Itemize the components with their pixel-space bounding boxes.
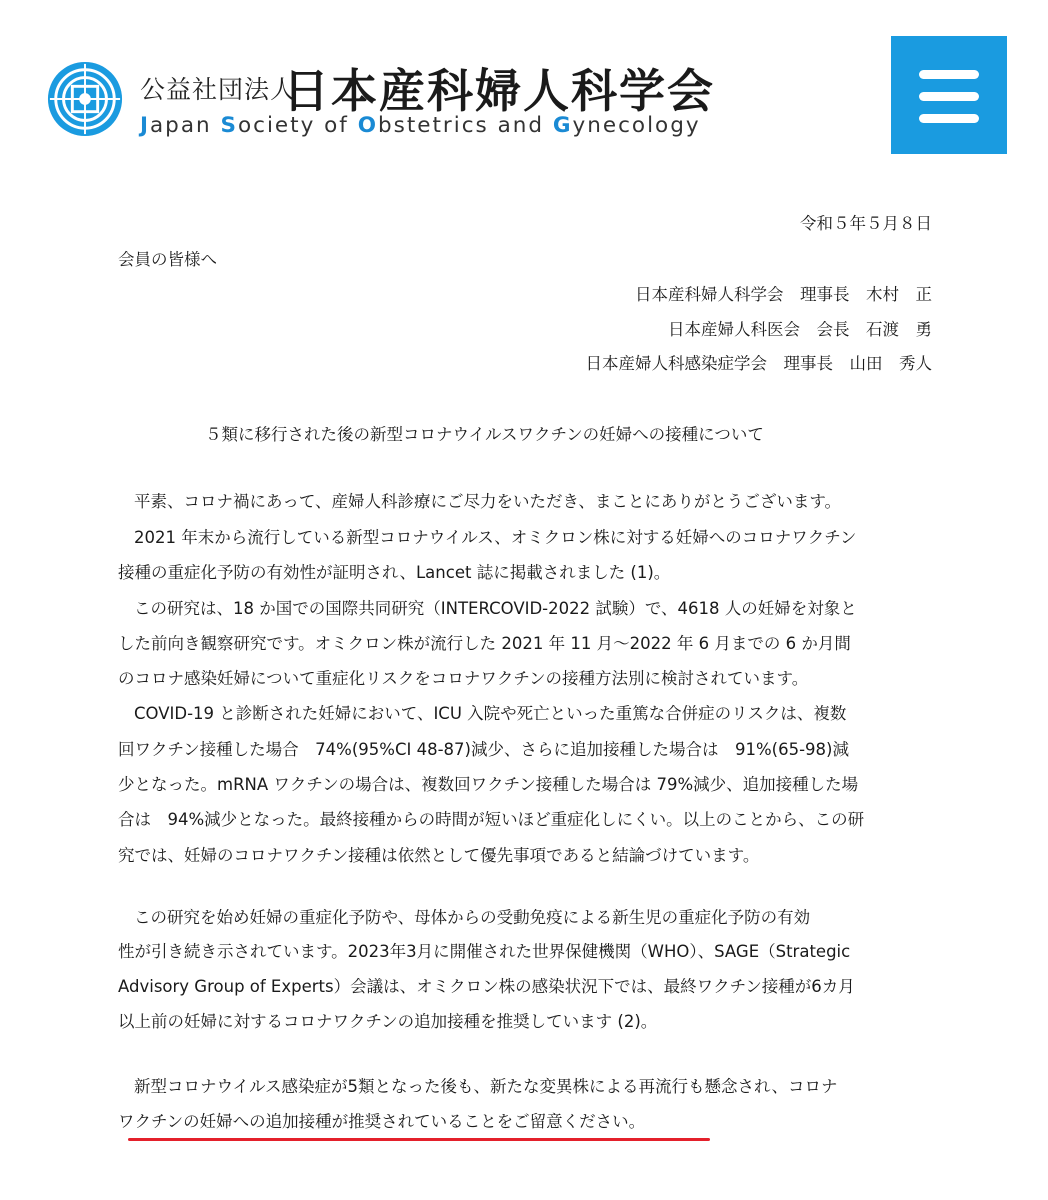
body-line: 性が引き続き示されています。2023年3月に開催された世界保健機関（WHO）、SAGE（Strategic [118,942,851,961]
body-line: 回ワクチン接種した場合 74%(95%CI 48-87)減少、さらに追加接種した場合は 91%(65-98)減 [118,740,849,759]
body-line: 2021 年末から流行している新型コロナウイルス、オミクロン株に対する妊婦へのコロナワクチン [134,528,857,547]
org-en-text: bstetrics and [377,113,553,138]
body-line: 平素、コロナ禍にあって、産婦人科診療にご尽力をいただき、まことにありがとうございます。 [134,492,842,511]
letter-date: 令和５年５月８日 [800,214,932,233]
org-name: 日本産科婦人科学会 [283,64,715,118]
body-line: 究では、妊婦のコロナワクチン接種は依然として優先事項であると結論づけています。 [118,846,760,865]
red-highlight-underline [128,1138,710,1141]
body-line: 新型コロナウイルス感染症が5類となった後も、新たな変異株による再流行も懸念され、コロナ [134,1077,838,1096]
site-header [0,0,1048,170]
body-line: 合は 94%減少となった。最終接種からの時間が短いほど重症化しにくい。以上のことから、この研 [118,810,865,829]
society-logo-icon [46,60,124,138]
org-en-text: ociety of [237,113,358,138]
sender-line: 日本産婦人科医会 会長 石渡 勇 [668,320,932,339]
body-line: COVID-19 と診断された妊婦において、ICU 入院や死亡といった重篤な合併症のリスクは、複数 [134,704,847,723]
letter-title: ５類に移行された後の新型コロナウイルスワクチンの妊婦への接種について [205,425,764,444]
org-en-text: ynecology [572,113,701,138]
org-english-name [140,113,701,138]
sender-line: 日本産婦人科感染症学会 理事長 山田 秀人 [585,354,932,373]
body-line: Advisory Group of Experts）会議は、オミクロン株の感染状況下では、最終ワクチン接種が6カ月 [118,977,855,996]
body-line: この研究は、18 か国での国際共同研究（INTERCOVID-2022 試験）で、4618 人の妊婦を対象と [134,599,857,618]
org-en-initial: J [140,113,150,138]
body-line: 以上前の妊婦に対するコロナワクチンの追加接種を推奨しています (2)。 [118,1012,658,1031]
body-line-highlighted: ワクチンの妊婦への追加接種が推奨されていることをご留意ください。 [118,1112,646,1131]
sender-line: 日本産科婦人科学会 理事長 木村 正 [635,285,932,304]
org-en-initial: O [357,113,378,138]
org-type: 公益社団法人 [140,75,297,104]
org-en-initial: S [220,113,238,138]
body-line: した前向き観察研究です。オミクロン株が流行した 2021 年 11 月～2022 年 6 月までの 6 か月間 [118,634,851,653]
org-en-text: apan [150,113,221,138]
org-en-initial: G [552,113,573,138]
body-line: 接種の重症化予防の有効性が証明され、Lancet 誌に掲載されました (1)。 [118,563,671,582]
hamburger-menu-button[interactable] [891,36,1007,154]
body-line: 少となった。mRNA ワクチンの場合は、複数回ワクチン接種した場合は 79%減少、追加接種した場 [118,775,859,794]
body-line: この研究を始め妊婦の重症化予防や、母体からの受動免疫による新生児の重症化予防の有効 [134,908,811,927]
body-line: のコロナ感染妊婦について重症化リスクをコロナワクチンの接種方法別に検討されています。 [118,669,809,688]
letter-salutation: 会員の皆様へ [118,250,217,269]
